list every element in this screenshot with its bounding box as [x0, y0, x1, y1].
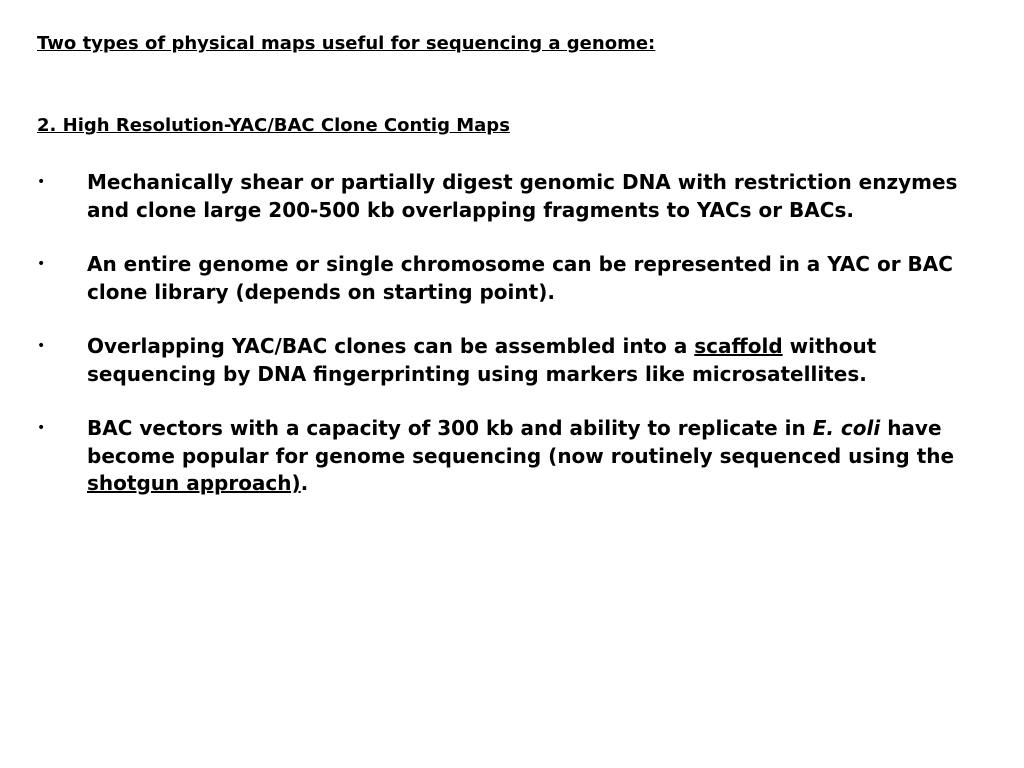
- bullet-list: [37, 169, 987, 525]
- bullet-item-shear-dna: [37, 169, 987, 224]
- bullet-text-start: BAC vectors with a capacity of 300 kb and ability to replicate in: [87, 416, 813, 440]
- bullet-text-start: Overlapping YAC/BAC clones can be assembled into a: [87, 334, 695, 358]
- bullet-icon: •: [37, 256, 46, 272]
- bullet-icon: •: [37, 174, 46, 190]
- scaffold-link[interactable]: scaffold: [694, 334, 783, 358]
- bullet-item-scaffold: [37, 333, 987, 388]
- shotgun-approach-link[interactable]: shotgun approach): [87, 471, 301, 495]
- species-name: E. coli: [812, 416, 881, 440]
- bullet-text: An entire genome or single chromosome can be represented in a YAC or BAC clone library (depends on starting point).: [87, 252, 953, 304]
- bullet-text-middle: have become popular for genome sequencing (now routinely sequenced using the: [87, 416, 955, 468]
- bullet-text: Mechanically shear or partially digest genomic DNA with restriction enzymes and clone large 200-500 kb overlapping fragments to YACs or BACs.: [87, 170, 958, 222]
- bullet-item-bac-vectors: [37, 415, 987, 498]
- bullet-item-clone-library: [37, 251, 987, 306]
- bullet-text-end: .: [300, 471, 309, 495]
- bullet-text-end: without sequencing by DNA fingerprinting using markers like microsatellites.: [87, 334, 877, 386]
- bullet-icon: •: [37, 420, 46, 436]
- slide-title: Two types of physical maps useful for sequencing a genome:: [37, 33, 656, 54]
- bullet-icon: •: [37, 338, 46, 354]
- section-heading: 2. High Resolution-YAC/BAC Clone Contig Maps: [37, 115, 510, 136]
